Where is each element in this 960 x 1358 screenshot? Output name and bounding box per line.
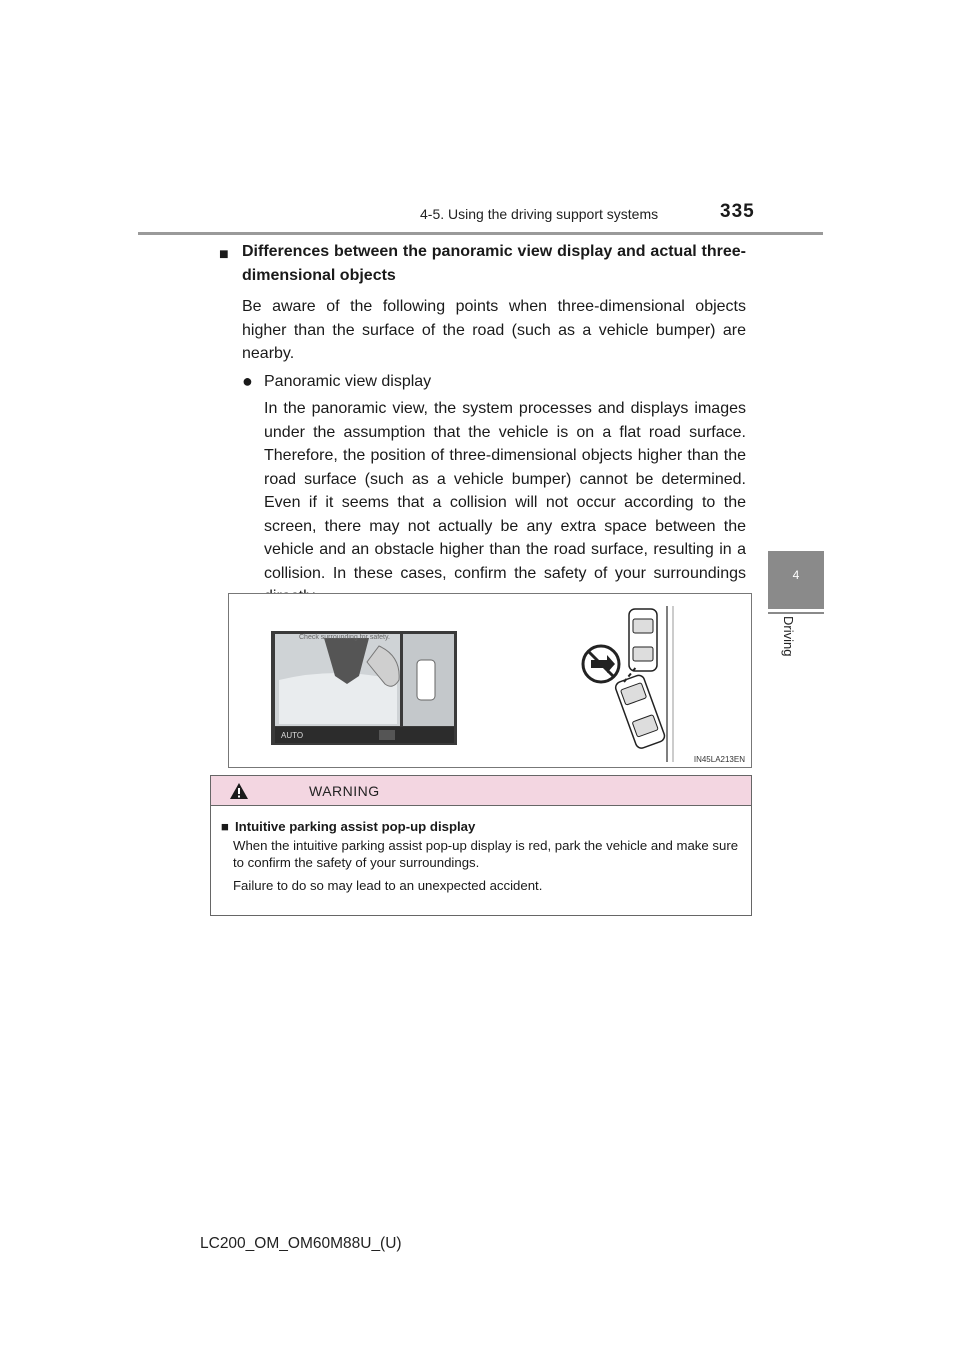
figure-code: IN45LA213EN <box>693 755 745 764</box>
main-content <box>216 240 746 609</box>
bullet-text: In the panoramic view, the system processes and displays images under the assumption that the vehicle is on a flat road surface. Therefore, the position of three-dimensional objects higher than the road surface (such as a vehicle bumper) cannot be determined. Even if it seems that a collision will not occur according to the screen, there may not actually be any extra space between the vehicle and an obstacle higher than the road surface, resulting in a collision. In these cases, confirm the safety of your surroundings <box>264 400 746 582</box>
chapter-tab-divider <box>768 612 824 614</box>
chapter-number: 4 <box>792 568 800 582</box>
section-title-text: Differences between the panoramic view display and actual three-dimensional objects <box>242 243 746 284</box>
square-bullet-icon: ■ <box>219 246 229 263</box>
overhead-vehicle-icon <box>417 660 435 700</box>
circle-bullet-icon: ● <box>242 370 253 391</box>
screen-title-text: Check surrounding for safety. <box>299 634 390 641</box>
bullet-title: Panoramic view display <box>264 372 432 390</box>
illustration-figure <box>228 593 752 768</box>
header-rule <box>138 232 823 235</box>
bottom-bar-button <box>379 730 395 740</box>
auto-label: AUTO <box>281 731 304 740</box>
panoramic-view-illustration <box>229 594 751 767</box>
warning-header <box>211 776 751 806</box>
square-bullet-icon: ■ <box>221 819 229 834</box>
warning-item-title-text: Intuitive parking assist pop-up display <box>235 819 476 834</box>
warning-text-1: When the intuitive parking assist pop-up display is red, park the vehicle and make sure to confirm the safety of your surroundings. <box>233 837 739 870</box>
footer-code: LC200_OM_OM60M88U_(U) <box>200 1235 402 1252</box>
warning-item-title <box>221 818 746 836</box>
prohibition-icon <box>583 646 619 682</box>
moving-vehicle <box>614 674 666 750</box>
chapter-label: Driving <box>781 616 796 657</box>
ground-arc <box>279 673 397 724</box>
parked-vehicle <box>629 609 657 671</box>
section-title <box>216 240 746 287</box>
warning-text-2: Failure to do so may lead to an unexpected accident. <box>233 877 543 893</box>
warning-title: WARNING <box>309 783 380 799</box>
section-intro: Be aware of the following points when three-dimensional objects higher than the surface of the road (such as a vehicle bumper) are nearby. <box>242 298 746 362</box>
bullet-item <box>242 370 746 394</box>
warning-triangle-icon <box>229 782 249 800</box>
page-number: 335 <box>720 201 755 222</box>
warning-body <box>221 818 746 894</box>
warning-box <box>210 775 752 916</box>
running-header-section: 4-5. Using the driving support systems <box>420 206 659 222</box>
